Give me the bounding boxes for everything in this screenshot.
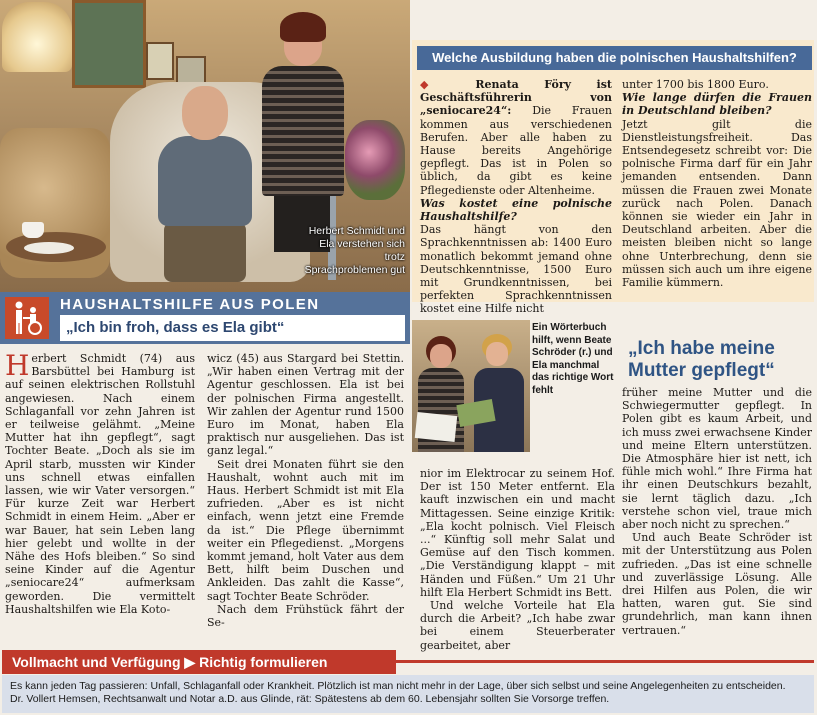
flowers-shape — [345, 120, 405, 200]
faq-column-2 — [622, 78, 812, 289]
footer-line: Dr. Vollert Hemsen, Rechtsanwalt und Notar a.D. aus Glinde, rät: Spätestens ab dem 60. Lebensjahr sollten Sie Vorsorge treffen. — [10, 693, 610, 705]
footer-line: Es kann jeden Tag passieren: Unfall, Schlaganfall oder Krankheit. Plötzlich ist man nicht mehr in der Lage, über sich selbst und seine Angelegenheiten zu entscheiden. — [10, 680, 786, 692]
article-column-3 — [420, 467, 615, 652]
paragraph: Nach dem Frühstück fährt der Se- — [207, 602, 404, 630]
main-photo-caption: Herbert Schmidt und Ela verstehen sich trotz Sprachproblemen gut — [304, 225, 405, 276]
article-column-1 — [5, 349, 195, 616]
paragraph: früher meine Mutter und die Schwiegermutter gepflegt. In Polen gibt es kaum Arbeit, und ich muss zwei erwachsene Kinder und meine Eltern unterstützen. Die Atmosphäre hier ist nett, ich fühle mich wohl.“ Ihre Firma hat ihr einen Deutschkurs bezahlt, sie lernt täglich dazu. „Ich verstehe schon viel, traue mich aber noch nicht zu sprechen.“ — [622, 386, 812, 532]
footer-red-bar — [2, 650, 396, 674]
faq-answer: unter 1700 bis 1800 Euro. — [622, 78, 769, 91]
woman-figure — [258, 12, 348, 252]
paragraph: Und auch Beate Schröder ist mit der Unterstützung aus Polen zufrieden. „Das ist eine schnelle und zuverlässige Lösung. Alle drei Hilfen aus Polen, die wir hatten, waren gut. Sie sind grundehrlich, man kann ihnen vertrauen.“ — [622, 531, 812, 637]
wall-picture-small — [146, 42, 174, 80]
faq-column-1 — [420, 78, 612, 316]
drop-cap: H — [5, 349, 30, 382]
faq-question: Was kostet eine polnische Haushaltshilfe? — [420, 196, 612, 224]
cup-shape — [22, 222, 44, 238]
article-headline: „Ich bin froh, dass es Ela gibt“ — [60, 315, 405, 341]
paragraph: wicz (45) aus Stargard bei Stettin. „Wir haben einen Vertrag mit der Agentur geschlossen. Ela ist bei der polnischen Firma angestellt. Wir zahlen der Agentur rund 1500 Euro im Monat, haben Ela praktisch nur ausgeliehen. Das ist ganz legal.“ — [207, 352, 404, 458]
section-kicker: HAUSHALTSHILFE AUS POLEN — [60, 296, 320, 313]
small-photo — [412, 320, 530, 452]
bullet-icon: ◆ — [420, 78, 451, 91]
faq-answer: Jetzt gilt die Dienstleistungsfreiheit. Das Entsendegesetz schreibt vor: Die polnische Firma darf für ein Jahr jemanden entsenden. Dann müssen die Frauen zwei Monate zurück nach Polen. Danach können sie wieder ein Jahr in Deutschland arbeiten. Aber die meisten bleiben nicht so lange ohne Unterbrechung, denn sie müssen sich auch um ihre eigene Familie kümmern. — [622, 117, 812, 290]
man-figure — [150, 86, 260, 276]
plate-shape — [24, 242, 74, 254]
pull-quote: „Ich habe meine Mutter gepflegt“ — [628, 338, 775, 381]
footer-label: Vollmacht und Verfügung — [12, 654, 181, 670]
caregiver-wheelchair-icon — [5, 297, 49, 339]
faq-title: Welche Ausbildung haben die polnischen Haushaltshilfen? — [417, 46, 812, 70]
lamp-shape — [2, 2, 72, 72]
faq-intro-text: Die Frauen kommen aus verschiedenen Berufen. Aber alle haben zu Hause bereits Angehörige gepflegt. Das ist in Polen so üblich, da gibt es keine Pflegedienste oder Altenheime. — [420, 104, 612, 197]
article-column-2 — [207, 352, 404, 629]
paper-shape — [415, 412, 457, 442]
footer-info-box — [2, 675, 814, 713]
section-banner — [0, 292, 410, 344]
small-photo-caption: Ein Wörterbuch hilft, wenn Beate Schröder (r.) und Ela manchmal das richtige Wort fehlt — [532, 322, 614, 396]
footer-label-2: Richtig formulieren — [199, 654, 328, 670]
faq-answer: Das hängt von den Sprachkenntnissen ab: 1400 Euro monatlich bekommt jemand ohne Deutschkenntnisse, 1500 Euro mit Grundkenntnissen, bei perfekten Sprachkenntnissen kostet eine Hilfe nicht — [420, 223, 612, 316]
faq-intro-bold: Renata Föry ist Geschäftsführerin von „seniocare24“: — [420, 78, 612, 118]
paragraph: Seit drei Monaten führt sie den Haushalt, wohnt auch mit im Haus. Herbert Schmidt ist mit Ela zufrieden. „Aber es ist nicht einfach, wenn jetzt eine Fremde da ist.“ Die Pflege übernimmt weiter ein Pflegedienst. „Morgens kommt jemand, holt Vater aus dem Bett, hilft beim Duschen und Ankleiden. Das zahlt die Kasse“, sagt Tochter Beate Schröder. — [207, 457, 404, 603]
paragraph: Und welche Vorteile hat Ela durch die Arbeit? „Ich habe zwar bei einem Steuerberater gearbeitet, aber — [420, 599, 615, 652]
faq-question: Wie lange dürfen die Frauen in Deutschland bleiben? — [622, 91, 812, 118]
footer-divider — [396, 660, 814, 663]
arrow-right-icon: ▶ — [184, 654, 196, 670]
wall-painting — [72, 0, 146, 88]
article-column-4 — [622, 386, 812, 637]
column-text: erbert Schmidt (74) aus Barsbüttel bei Hamburg ist auf seinen elektrischen Rollstuhl angewiesen. Nach einem Schlaganfall vor zehn Jahren ist er teilweise gelähmt. „Meine Mutter hat ihn gepflegt“, sagt Tochter Beate. „Doch als sie im April starb, mussten wir Kinder uns schnell etwas einfallen lassen, wie wir Vater versorgen.“ Für kurze Zeit war Herbert Schmidt in einem Heim. „Aber er war Bauer, hat sein Leben lang hier gelebt und wollte in der Nähe des Hofs bleiben.“ So sind seine Kinder auf die Agentur „seniocare24“ aufmerksam geworden. Die vermittelt Haushaltshilfen wie Ela Koto- — [5, 352, 195, 616]
paragraph: nior im Elektrocar zu seinem Hof. Der ist 150 Meter entfernt. Ela kauft inzwischen ein und macht Mittagessen. Seine einzige Kritik: „Ela kocht polnisch. Viel Fleisch ...“ Künftig soll mehr Salat und Gemüse auf den Tisch kommen. „Die Verständigung klappt – mit Händen und Füßen.“ Um 21 Uhr hilft Ela Herbert Schmidt ins Bett. — [420, 467, 615, 599]
